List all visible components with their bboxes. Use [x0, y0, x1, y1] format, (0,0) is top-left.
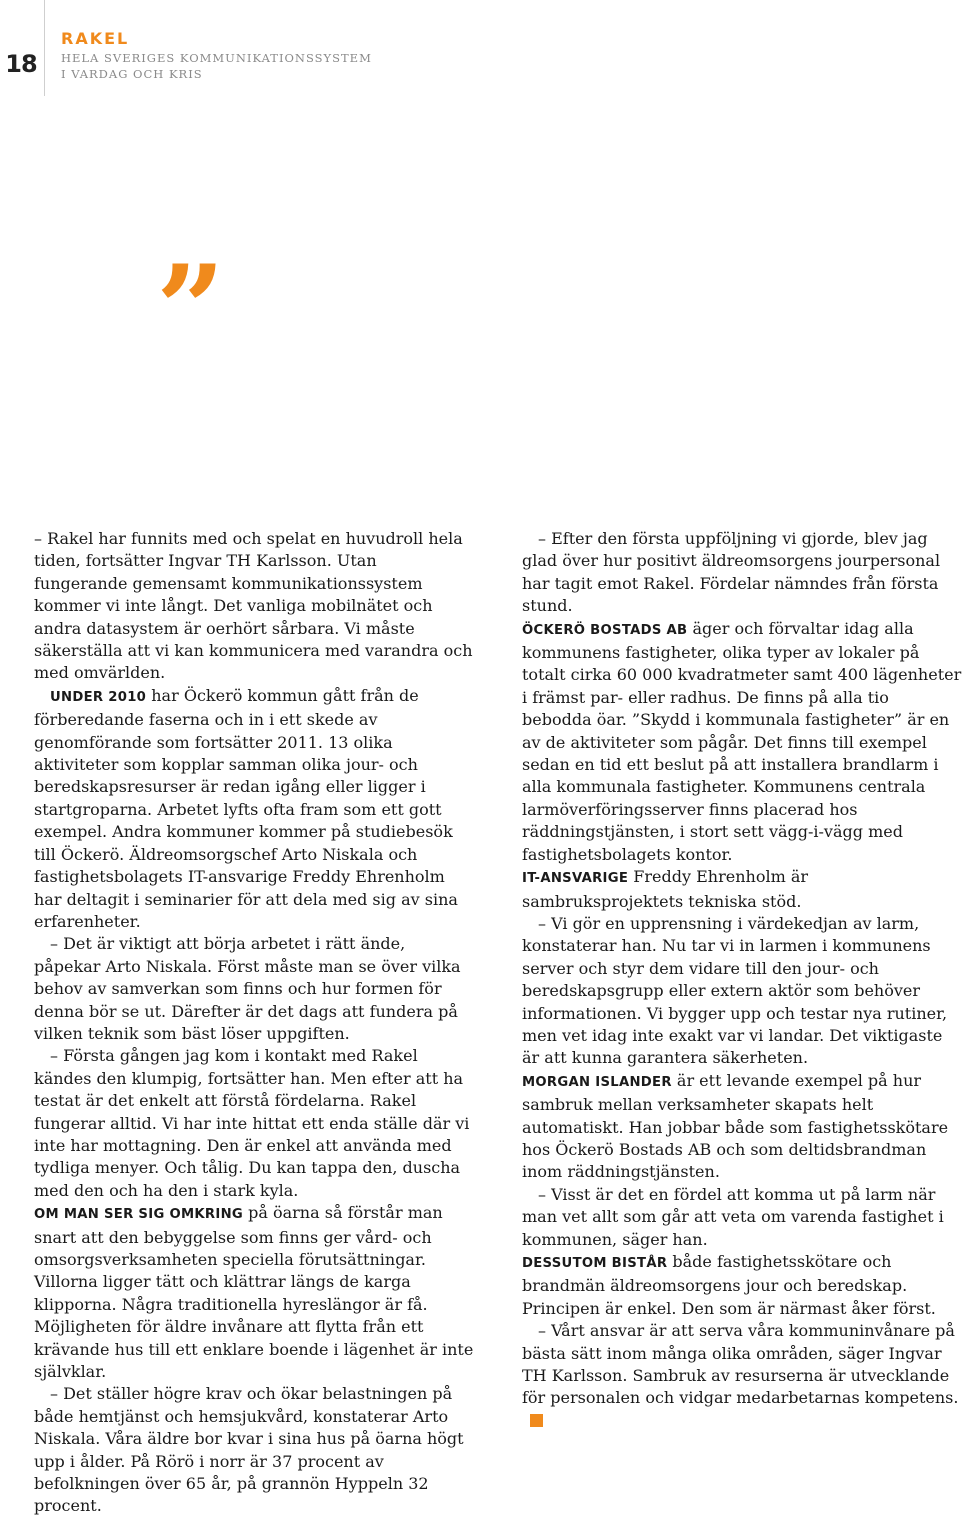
paragraph-lead: OM MAN SER SIG OMKRING: [34, 1207, 244, 1223]
paragraph: – Det är viktigt att börja arbetet i rätt ände, påpekar Arto Niskala. Först måste man se över vilka behov av samverkan som finns och hur formen för denna bör se ut. Därefter är det dags att fundera på vilken teknik som bäst löser uppgiften.: [34, 934, 461, 1043]
paragraph: MORGAN ISLANDER är ett levande exempel på hur sambruk mellan verksamheter skapats helt automatiskt. Han jobbar både som fastighetsskötare hos Öckerö Bostads AB och som deltidsbrandman inom räddningstjänsten.: [522, 1070, 949, 1182]
paragraph-lead: IT-ANSVARIGE: [522, 871, 629, 887]
end-mark-icon: [530, 1414, 543, 1427]
article-column-left: [34, 528, 474, 1516]
paragraph: – Rakel har funnits med och spelat en huvudroll hela tiden, fortsätter Ingvar TH Karlsson. Utan fungerande gemensamt kommunikationssystem kommer vi inte långt. Det vanliga mobilnätet och andra datasystem är oerhört sårbara. Vi måste säkerställa att vi kan kommunicera med varandra och med omvärlden.: [34, 529, 473, 683]
paragraph-lead: DESSUTOM BISTÅR: [522, 1256, 668, 1271]
paragraph: UNDER 2010 har Öckerö kommun gått från de förberedande faserna och in i ett skede av genomförande som fortsätter 2011. 13 olika aktiviteter som kopplar samman olika jour- och beredskapsresurser är redan igång eller ligger i startgroparna. Arbetet lyfts ofta fram som ett gott exempel. Andra kommuner kommer på studiebesök till Öckerö. Äldreomsorgschef Arto Niskala och fastighetsbolagets IT-ansvarige Freddy Ehrenholm har deltagit i seminarier för att dela med sig av sina erfarenheter.: [34, 685, 458, 931]
header-divider: [44, 0, 45, 96]
paragraph: OM MAN SER SIG OMKRING på öarna så förstår man snart att den bebyggelse som finns ger vård- och omsorgsverksamheten speciella förutsättningar. Villorna ligger tätt och klättrar längs de karga klipporna. Några traditionella hyreslängor är få. Möjligheten för äldre invånare att flytta från ett krävande hus till ett enklare boende i lägenhet är inte självklar.: [34, 1203, 474, 1382]
article-column-right: [522, 528, 962, 1408]
page-header: [0, 0, 960, 100]
paragraph-lead: ÖCKERÖ BOSTADS AB: [522, 622, 688, 638]
page-number: 18: [5, 50, 37, 78]
paragraph: – Första gången jag kom i kontakt med Rakel kändes den klumpig, fortsätter han. Men efter att ha testat är det enkelt att förstå fördelarna. Rakel fungerar alltid. Vi har inte hittat ett enda ställe där vi inte har mottagning. Den är enkel att använda med tydliga menyer. Och tålig. Du kan tappa den, duscha med den och ha den i stark kyla.: [34, 1046, 470, 1200]
paragraph: – Det ställer högre krav och ökar belastningen på både hemtjänst och hemsjukvård, konstaterar Arto Niskala. Våra äldre bor kvar i sina hus på öarna högt upp i ålder. På Rörö i norr är 37 procent av befolkningen över 65 år, på grannön Hyppeln 32 procent.: [34, 1384, 464, 1516]
paragraph-lead: UNDER 2010: [50, 689, 147, 705]
paragraph-lead: MORGAN ISLANDER: [522, 1074, 672, 1090]
paragraph: – Vårt ansvar är att serva våra kommuninvånare på bästa sätt inom många olika områden, säger Ingvar TH Karlsson. Sambruk av resurserna är utvecklande för personalen och vidgar medarbetarnas kompetens.: [522, 1320, 962, 1432]
paragraph: – Efter den första uppföljning vi gjorde, blev jag glad över hur positivt äldreomsorgens jourpersonal har tagit emot Rakel. Fördelar nämndes från första stund.: [522, 529, 941, 616]
paragraph: IT-ANSVARIGE Freddy Ehrenholm är sambruksprojektets tekniska stöd.: [522, 867, 809, 911]
paragraph: – Vi gör en upprensning i värdekedjan av larm, konstaterar han. Nu tar vi in larmen i kommunens server och styr dem vidare till den jour- och beredskapsgrupp eller extern aktör som behöver informationen. Vi bygger upp och testar nya rutiner, men vet idag inte exakt var vi landar. Det viktigaste är att kunna garantera säkerheten.: [522, 913, 948, 1068]
paragraph: ÖCKERÖ BOSTADS AB äger och förvaltar idag alla kommunens fastigheter, olika typer av lokaler på totalt cirka 60 000 kvadratmeter samt 400 lägenheter i främst par- eller radhus. De finns på alla tio bebodda öar. ”Skydd i kommunala fastigheter” är en av de aktiviteter som pågår. Det finns till exempel sedan en tid ett beslut på att installera brandlarm i alla kommunala fastigheter. Kommunens centrala larmöverföringsserver finns placerad hos räddningstjänsten, i stort sett vägg-i-vägg med fastighetsbolagets kontor.: [522, 618, 962, 864]
brand-subtitle-line1: HELA SVERIGES KOMMUNIKATIONSSYSTEM: [61, 51, 372, 65]
brand-subtitle-line2: I VARDAG OCH KRIS: [61, 67, 203, 81]
paragraph: DESSUTOM BISTÅR både fastighetsskötare och brandmän äldreomsorgens jour och beredskap. Principen är enkel. Den som är närmast åker först.: [522, 1252, 936, 1318]
quote-mark-icon: ”: [156, 239, 218, 380]
brand-title: RAKEL: [61, 29, 130, 48]
paragraph: – Visst är det en fördel att komma ut på larm när man vet allt som går att veta om varenda fastighet i kommunen, säger han.: [522, 1184, 944, 1249]
